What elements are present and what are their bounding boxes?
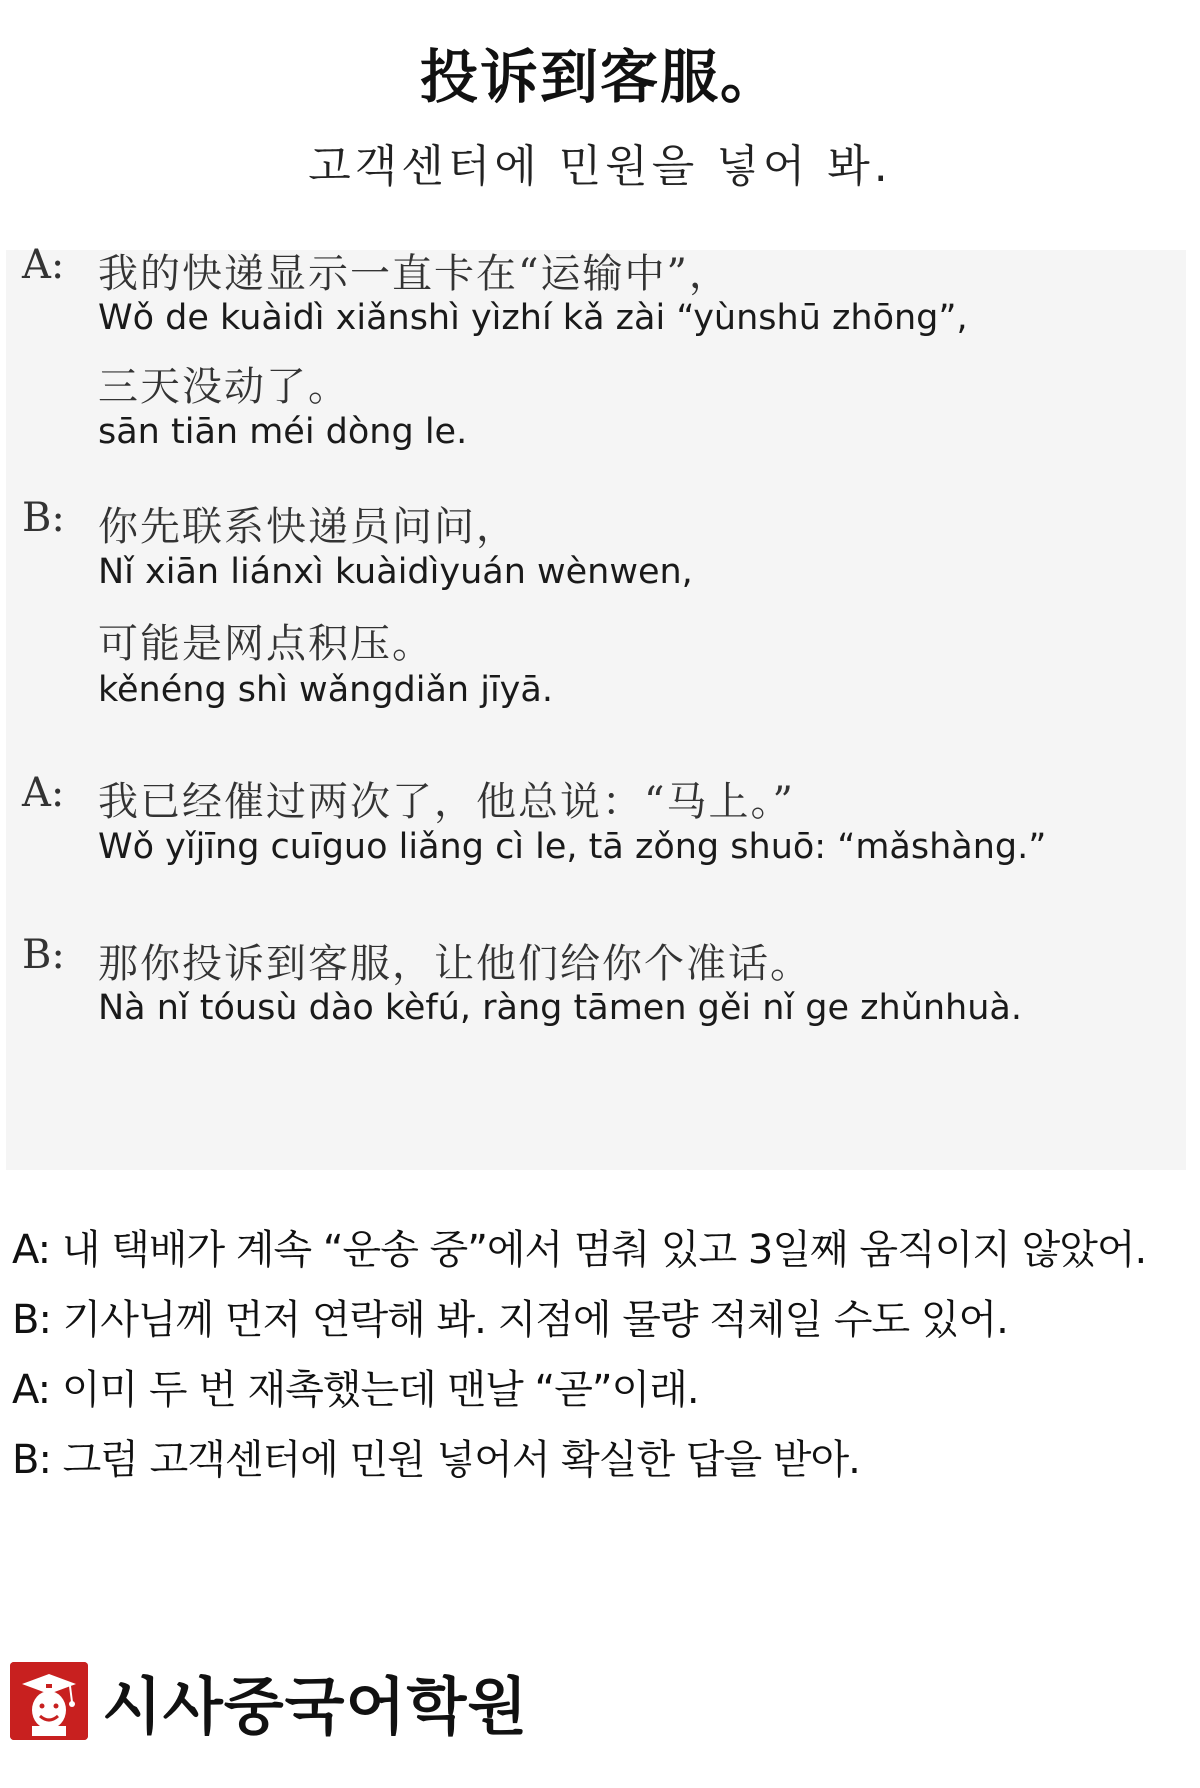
pinyin-line: Wǒ yǐjīng cuīguo liǎng cì le, tā zǒng shuō: “mǎshàng.” (98, 827, 1047, 867)
speaker-label: A: (22, 242, 65, 288)
chinese-line: 可能是网点积压。 (98, 621, 434, 667)
speaker-label: B: (22, 932, 65, 978)
speaker-label: A: (22, 770, 65, 816)
translation-line: A: 이미 두 번 재촉했는데 맨날 “곧”이래. (12, 1367, 699, 1413)
title: 投诉到客服。 (419, 43, 780, 111)
chinese-line: 那你投诉到客服，让他们给你个准话。 (98, 941, 812, 987)
chinese-line: 我的快递显示一直卡在“运输中”， (98, 251, 731, 297)
subtitle: 고객센터에 민원을 넣어 봐. (308, 141, 892, 192)
korean-translation (12, 1215, 1192, 1495)
pinyin-line: Wǒ de kuàidì xiǎnshì yìzhí kǎ zài “yùnshū zhōng”, (98, 298, 968, 338)
speaker-label: B: (22, 495, 65, 541)
pinyin-line: Nà nǐ tóusù dào kèfú, ràng tāmen gěi nǐ ge zhǔnhuà. (98, 988, 1022, 1028)
dialog-box (6, 242, 1186, 1170)
pinyin-line: sān tiān méi dòng le. (98, 412, 468, 452)
academy-name: 시사중국어학원 (102, 1669, 529, 1743)
chinese-line: 我已经催过两次了，他总说：“马上。” (98, 779, 795, 825)
translation-line: A: 내 택배가 계속 “운송 중”에서 멈춰 있고 3일째 움직이지 않았어. (12, 1227, 1147, 1273)
academy-logo-icon (10, 1662, 88, 1740)
pinyin-line: kěnéng shì wǎngdiǎn jīyā. (98, 670, 553, 710)
chinese-line: 三天没动了。 (98, 364, 350, 410)
chinese-line: 你先联系快递员问问， (98, 504, 518, 550)
translation-line: B: 그럼 고객센터에 민원 넣어서 확실한 답을 받아. (12, 1437, 860, 1483)
mascot-icon (10, 1662, 88, 1740)
pinyin-line: Nǐ xiān liánxì kuàidìyuán wènwen, (98, 552, 693, 592)
translation-line: B: 기사님께 먼저 연락해 봐. 지점에 물량 적체일 수도 있어. (12, 1297, 1008, 1343)
academy-logo (10, 1660, 528, 1742)
